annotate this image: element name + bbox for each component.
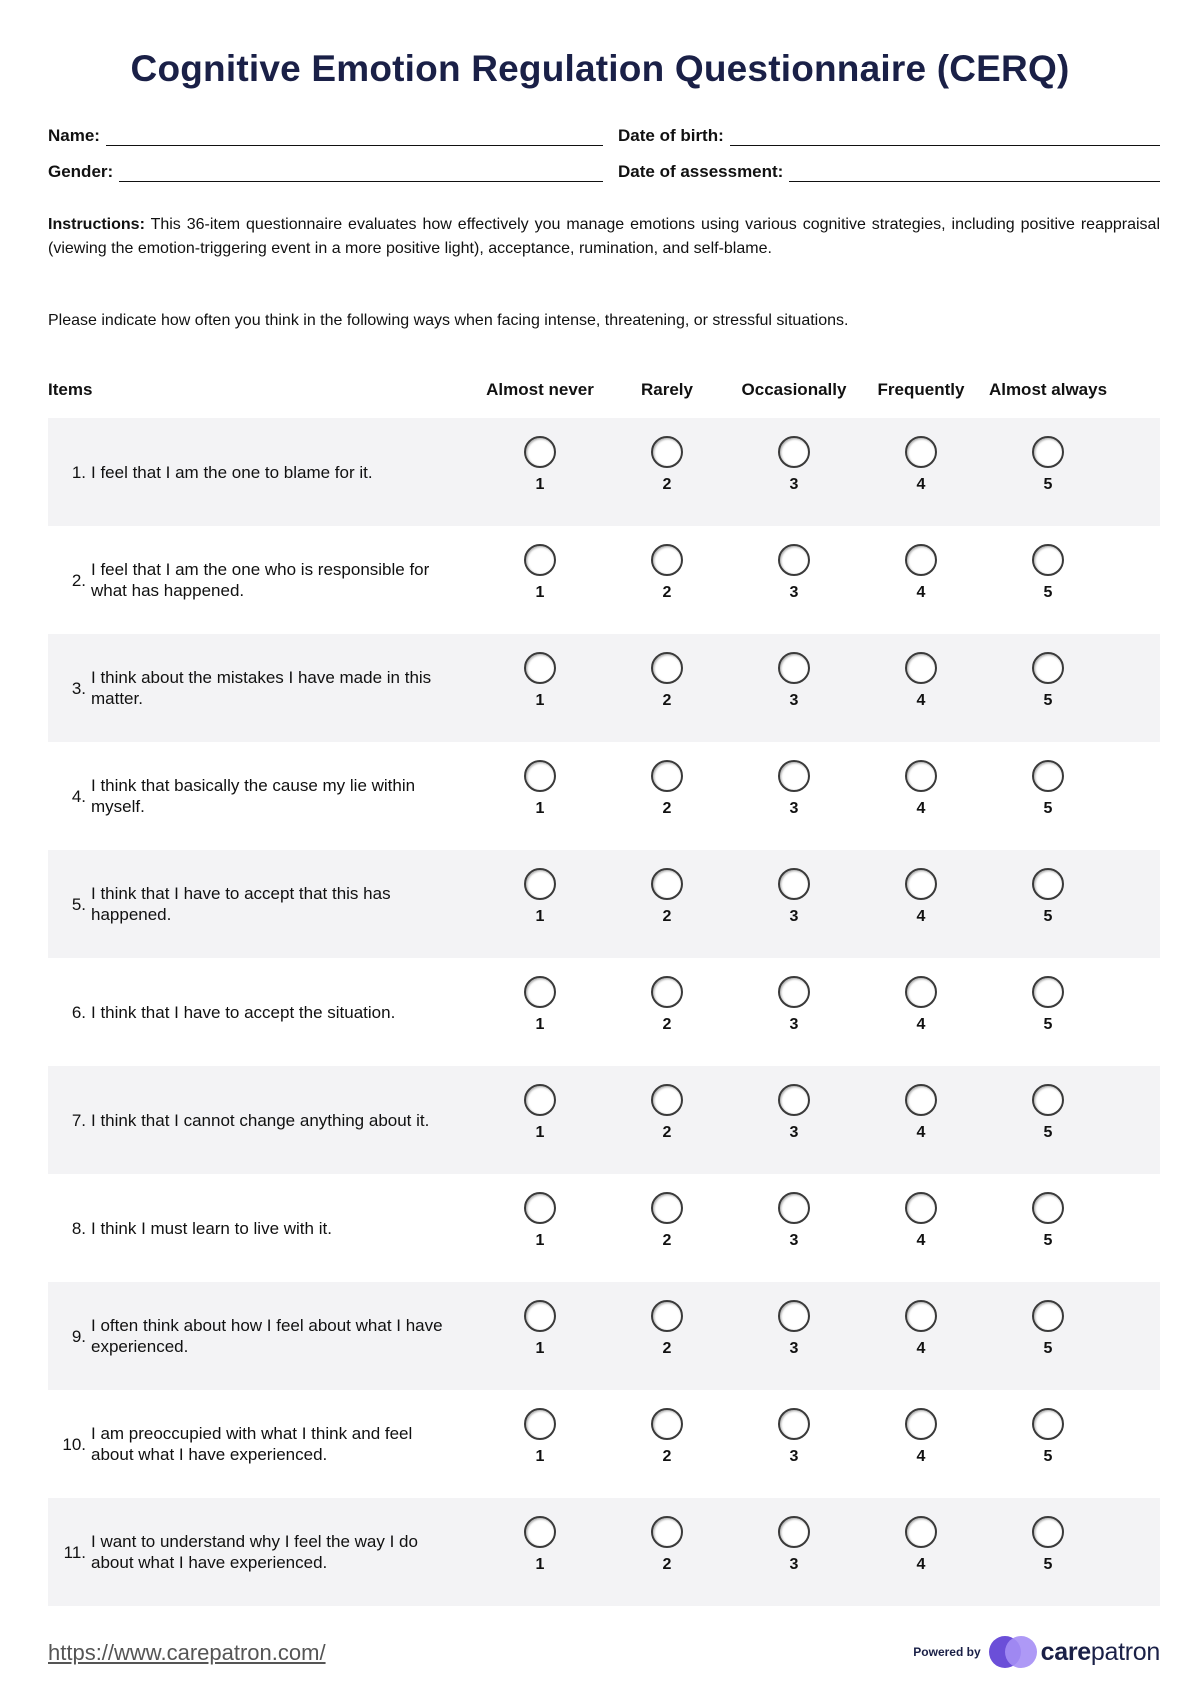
rating-option: [510, 1516, 570, 1574]
rating-value: 2: [662, 1340, 672, 1357]
rating-radio-5[interactable]: [1032, 976, 1064, 1008]
rating-option: [1018, 868, 1078, 926]
rating-value: 3: [789, 1556, 799, 1573]
dob-field[interactable]: [618, 124, 1160, 146]
item-statement: I think that I cannot change anything about it.: [91, 1110, 430, 1130]
rating-value: 4: [916, 1556, 926, 1573]
rating-option: [637, 1516, 697, 1574]
rating-option: [764, 1192, 824, 1250]
rating-radio-5[interactable]: [1032, 868, 1064, 900]
rating-radio-3[interactable]: [778, 1300, 810, 1332]
rating-option: [891, 1516, 951, 1574]
rating-value: 1: [535, 1232, 545, 1249]
items-header: Items: [48, 380, 93, 399]
rating-option: [637, 1192, 697, 1250]
rating-value: 2: [662, 1124, 672, 1141]
instructions-body: This 36-item questionnaire evaluates how effectively you manage emotions using various cognitive strategies, including positive reappraisal (viewing the emotion-triggering event in a more positive light), acceptance, rumination, and self-blame.: [48, 216, 1161, 257]
rating-value: 5: [1043, 1448, 1053, 1465]
rating-value: 1: [535, 1124, 545, 1141]
rating-value: 3: [789, 692, 799, 709]
rating-value: 4: [916, 800, 926, 817]
item-number: 2.: [71, 570, 86, 590]
rating-option: [1018, 652, 1078, 710]
item-number: 7.: [71, 1110, 86, 1130]
rating-radio-4[interactable]: [905, 544, 937, 576]
rating-option: [510, 976, 570, 1034]
rating-radio-2[interactable]: [651, 1516, 683, 1548]
table-row: [48, 742, 1160, 850]
table-header: [48, 368, 1160, 412]
rating-radio-5[interactable]: [1032, 652, 1064, 684]
rating-value: 5: [1043, 1232, 1053, 1249]
rating-radio-1[interactable]: [524, 544, 556, 576]
rating-option: [637, 760, 697, 818]
rating-option: [637, 976, 697, 1034]
rating-radio-4[interactable]: [905, 1408, 937, 1440]
rating-option: [1018, 760, 1078, 818]
item-number: 10.: [62, 1434, 86, 1454]
rating-value: 4: [916, 476, 926, 493]
rating-option: [637, 868, 697, 926]
rating-option: [891, 868, 951, 926]
rating-value: 2: [662, 1016, 672, 1033]
rating-radio-5[interactable]: [1032, 1300, 1064, 1332]
rating-value: 3: [789, 908, 799, 925]
assessment-date-line[interactable]: [789, 163, 1160, 182]
rating-radio-5[interactable]: [1032, 1408, 1064, 1440]
rating-value: 5: [1043, 908, 1053, 925]
item-text: [48, 742, 448, 850]
table-row: [48, 418, 1160, 526]
rating-radio-3[interactable]: [778, 436, 810, 468]
table-row: [48, 958, 1160, 1066]
item-text: [48, 1066, 448, 1174]
assessment-date-label: Date of assessment:: [618, 162, 784, 181]
table-row: [48, 850, 1160, 958]
rating-option: [637, 1084, 697, 1142]
rating-value: 5: [1043, 1124, 1053, 1141]
item-statement: I think about the mistakes I have made in this matter.: [91, 668, 432, 708]
rating-option: [510, 652, 570, 710]
rating-radio-4[interactable]: [905, 436, 937, 468]
rating-value: 4: [916, 1124, 926, 1141]
rating-value: 5: [1043, 1556, 1053, 1573]
rating-option: [891, 436, 951, 494]
rating-option: [1018, 436, 1078, 494]
gender-field[interactable]: [48, 160, 603, 182]
table-row: [48, 1498, 1160, 1606]
rating-radio-4[interactable]: [905, 1084, 937, 1116]
rating-radio-5[interactable]: [1032, 1192, 1064, 1224]
rating-option: [764, 652, 824, 710]
rating-option: [891, 976, 951, 1034]
rating-value: 2: [662, 908, 672, 925]
rating-option: [637, 1300, 697, 1358]
rating-radio-3[interactable]: [778, 868, 810, 900]
rating-option: [1018, 1300, 1078, 1358]
rating-option: [891, 544, 951, 602]
rating-prompt: Please indicate how often you think in the following ways when facing intense, threatening, or stressful situations.: [48, 312, 849, 329]
item-statement: I think I must learn to live with it.: [91, 1218, 332, 1238]
rating-value: 4: [916, 1016, 926, 1033]
rating-option: [891, 1300, 951, 1358]
rating-value: 4: [916, 908, 926, 925]
fields-row-2: [48, 160, 1160, 182]
rating-value: 1: [535, 908, 545, 925]
rating-value: 1: [535, 800, 545, 817]
rating-option: [637, 652, 697, 710]
rating-value: 3: [789, 584, 799, 601]
rating-radio-4[interactable]: [905, 652, 937, 684]
rating-radio-5[interactable]: [1032, 544, 1064, 576]
rating-value: 1: [535, 584, 545, 601]
rating-option: [637, 1408, 697, 1466]
rating-radio-2[interactable]: [651, 1192, 683, 1224]
rating-option: [510, 1408, 570, 1466]
rating-radio-4[interactable]: [905, 868, 937, 900]
rating-radio-4[interactable]: [905, 760, 937, 792]
column-header-3: Occasionally: [741, 380, 847, 399]
item-statement: I am preoccupied with what I think and feel about what I have experienced.: [91, 1424, 413, 1464]
rating-value: 5: [1043, 692, 1053, 709]
table-row: [48, 1390, 1160, 1498]
instructions-lead: Instructions:: [48, 216, 145, 233]
rating-radio-1[interactable]: [524, 1300, 556, 1332]
rating-option: [891, 1192, 951, 1250]
rating-radio-2[interactable]: [651, 1084, 683, 1116]
rating-value: 5: [1043, 1016, 1053, 1033]
rating-value: 3: [789, 1124, 799, 1141]
item-number: 8.: [71, 1218, 86, 1238]
rating-radio-4[interactable]: [905, 1192, 937, 1224]
rating-option: [764, 1408, 824, 1466]
items-table: [48, 418, 1160, 1606]
rating-radio-5[interactable]: [1032, 760, 1064, 792]
table-row: [48, 1066, 1160, 1174]
rating-radio-2[interactable]: [651, 976, 683, 1008]
rating-value: 4: [916, 1448, 926, 1465]
item-number: 6.: [71, 1002, 86, 1022]
rating-radio-1[interactable]: [524, 976, 556, 1008]
item-number: 5.: [71, 894, 86, 914]
rating-radio-1[interactable]: [524, 1084, 556, 1116]
rating-value: 4: [916, 1340, 926, 1357]
rating-radio-3[interactable]: [778, 1084, 810, 1116]
name-line[interactable]: [106, 127, 603, 146]
rating-value: 3: [789, 476, 799, 493]
table-row: [48, 634, 1160, 742]
rating-option: [764, 1516, 824, 1574]
rating-radio-4[interactable]: [905, 1516, 937, 1548]
gender-label: Gender:: [48, 162, 114, 181]
carepatron-logo-text: carepatron: [1040, 1637, 1160, 1666]
carepatron-link[interactable]: https://www.carepatron.com/: [48, 1640, 326, 1665]
rating-option: [891, 1408, 951, 1466]
item-statement: I think that basically the cause my lie within myself.: [91, 776, 416, 816]
rating-value: 1: [535, 1340, 545, 1357]
rating-value: 3: [789, 1448, 799, 1465]
carepatron-logo-icon: [989, 1634, 1035, 1670]
rating-option: [1018, 976, 1078, 1034]
rating-value: 5: [1043, 476, 1053, 493]
assessment-date-field[interactable]: [618, 160, 1160, 182]
rating-value: 1: [535, 692, 545, 709]
rating-radio-2[interactable]: [651, 652, 683, 684]
rating-option: [510, 1084, 570, 1142]
rating-value: 2: [662, 800, 672, 817]
instructions: [48, 213, 1160, 261]
page-title: Cognitive Emotion Regulation Questionnaire (CERQ): [130, 48, 1070, 89]
item-text: [48, 418, 448, 526]
fields-row-1: [48, 124, 1160, 146]
item-text: [48, 1174, 448, 1282]
table-row: [48, 1282, 1160, 1390]
item-text: [48, 526, 448, 634]
item-number: 11.: [63, 1542, 86, 1562]
name-label: Name:: [48, 126, 100, 145]
rating-value: 3: [789, 1016, 799, 1033]
rating-value: 2: [662, 584, 672, 601]
rating-value: 4: [916, 692, 926, 709]
rating-value: 1: [535, 1448, 545, 1465]
item-number: 3.: [71, 678, 86, 698]
column-header-4: Frequently: [877, 380, 965, 399]
item-statement: I feel that I am the one who is responsible for what has happened.: [91, 560, 430, 600]
item-text: [48, 958, 448, 1066]
rating-value: 5: [1043, 800, 1053, 817]
rating-option: [891, 652, 951, 710]
carepatron-brand: [913, 1634, 1160, 1670]
table-row: [48, 1174, 1160, 1282]
rating-value: 3: [789, 800, 799, 817]
rating-option: [1018, 1192, 1078, 1250]
rating-option: [510, 1192, 570, 1250]
rating-value: 2: [662, 1556, 672, 1573]
rating-value: 5: [1043, 584, 1053, 601]
rating-radio-1[interactable]: [524, 1192, 556, 1224]
rating-radio-2[interactable]: [651, 760, 683, 792]
item-text: [48, 634, 448, 742]
rating-value: 1: [535, 476, 545, 493]
rating-option: [764, 1084, 824, 1142]
rating-radio-5[interactable]: [1032, 1516, 1064, 1548]
rating-radio-2[interactable]: [651, 436, 683, 468]
rating-value: 1: [535, 1556, 545, 1573]
rating-option: [1018, 1084, 1078, 1142]
rating-value: 3: [789, 1232, 799, 1249]
rating-radio-3[interactable]: [778, 760, 810, 792]
item-number: 9.: [71, 1326, 86, 1346]
rating-option: [764, 976, 824, 1034]
rating-value: 2: [662, 1232, 672, 1249]
rating-option: [510, 436, 570, 494]
rating-value: 2: [662, 1448, 672, 1465]
dob-line[interactable]: [730, 127, 1160, 146]
item-number: 1.: [71, 462, 86, 482]
column-header-5: Almost always: [988, 380, 1108, 399]
rating-option: [510, 544, 570, 602]
rating-radio-1[interactable]: [524, 1408, 556, 1440]
rating-option: [891, 760, 951, 818]
column-header-1: Almost never: [486, 380, 594, 399]
rating-value: 4: [916, 1232, 926, 1249]
item-text: [48, 850, 448, 958]
rating-option: [637, 544, 697, 602]
rating-option: [1018, 544, 1078, 602]
rating-option: [764, 436, 824, 494]
rating-option: [891, 1084, 951, 1142]
rating-radio-5[interactable]: [1032, 1084, 1064, 1116]
rating-radio-1[interactable]: [524, 868, 556, 900]
rating-radio-2[interactable]: [651, 868, 683, 900]
rating-option: [1018, 1408, 1078, 1466]
rating-option: [764, 544, 824, 602]
rating-option: [764, 760, 824, 818]
rating-value: 3: [789, 1340, 799, 1357]
rating-radio-1[interactable]: [524, 1516, 556, 1548]
name-field[interactable]: [48, 124, 603, 146]
table-row: [48, 526, 1160, 634]
item-text: [48, 1282, 448, 1390]
rating-radio-3[interactable]: [778, 976, 810, 1008]
rating-value: 1: [535, 1016, 545, 1033]
rating-option: [510, 868, 570, 926]
rating-radio-1[interactable]: [524, 652, 556, 684]
rating-option: [637, 436, 697, 494]
rating-radio-3[interactable]: [778, 544, 810, 576]
item-statement: I often think about how I feel about what I have experienced.: [91, 1316, 443, 1356]
rating-value: 2: [662, 476, 672, 493]
rating-radio-2[interactable]: [651, 544, 683, 576]
item-statement: I think that I have to accept the situation.: [91, 1002, 396, 1022]
item-text: [48, 1390, 448, 1498]
dob-label: Date of birth:: [618, 126, 724, 145]
rating-radio-1[interactable]: [524, 436, 556, 468]
rating-option: [1018, 1516, 1078, 1574]
rating-option: [764, 1300, 824, 1358]
rating-radio-2[interactable]: [651, 1408, 683, 1440]
rating-radio-3[interactable]: [778, 1192, 810, 1224]
rating-radio-4[interactable]: [905, 1300, 937, 1332]
rating-option: [510, 1300, 570, 1358]
rating-value: 4: [916, 584, 926, 601]
item-statement: I think that I have to accept that this has happened.: [91, 884, 391, 924]
rating-radio-4[interactable]: [905, 976, 937, 1008]
rating-value: 5: [1043, 1340, 1053, 1357]
rating-value: 2: [662, 692, 672, 709]
powered-by-text: Powered by: [913, 1645, 981, 1659]
rating-radio-2[interactable]: [651, 1300, 683, 1332]
rating-radio-3[interactable]: [778, 1516, 810, 1548]
rating-radio-3[interactable]: [778, 1408, 810, 1440]
rating-radio-1[interactable]: [524, 760, 556, 792]
rating-option: [510, 760, 570, 818]
column-header-2: Rarely: [641, 380, 693, 399]
rating-radio-5[interactable]: [1032, 436, 1064, 468]
rating-radio-3[interactable]: [778, 652, 810, 684]
item-statement: I want to understand why I feel the way I do about what I have experienced.: [91, 1532, 418, 1572]
item-statement: I feel that I am the one to blame for it.: [91, 462, 373, 482]
rating-option: [764, 868, 824, 926]
gender-line[interactable]: [119, 163, 603, 182]
item-text: [48, 1498, 448, 1606]
item-number: 4.: [71, 786, 86, 806]
